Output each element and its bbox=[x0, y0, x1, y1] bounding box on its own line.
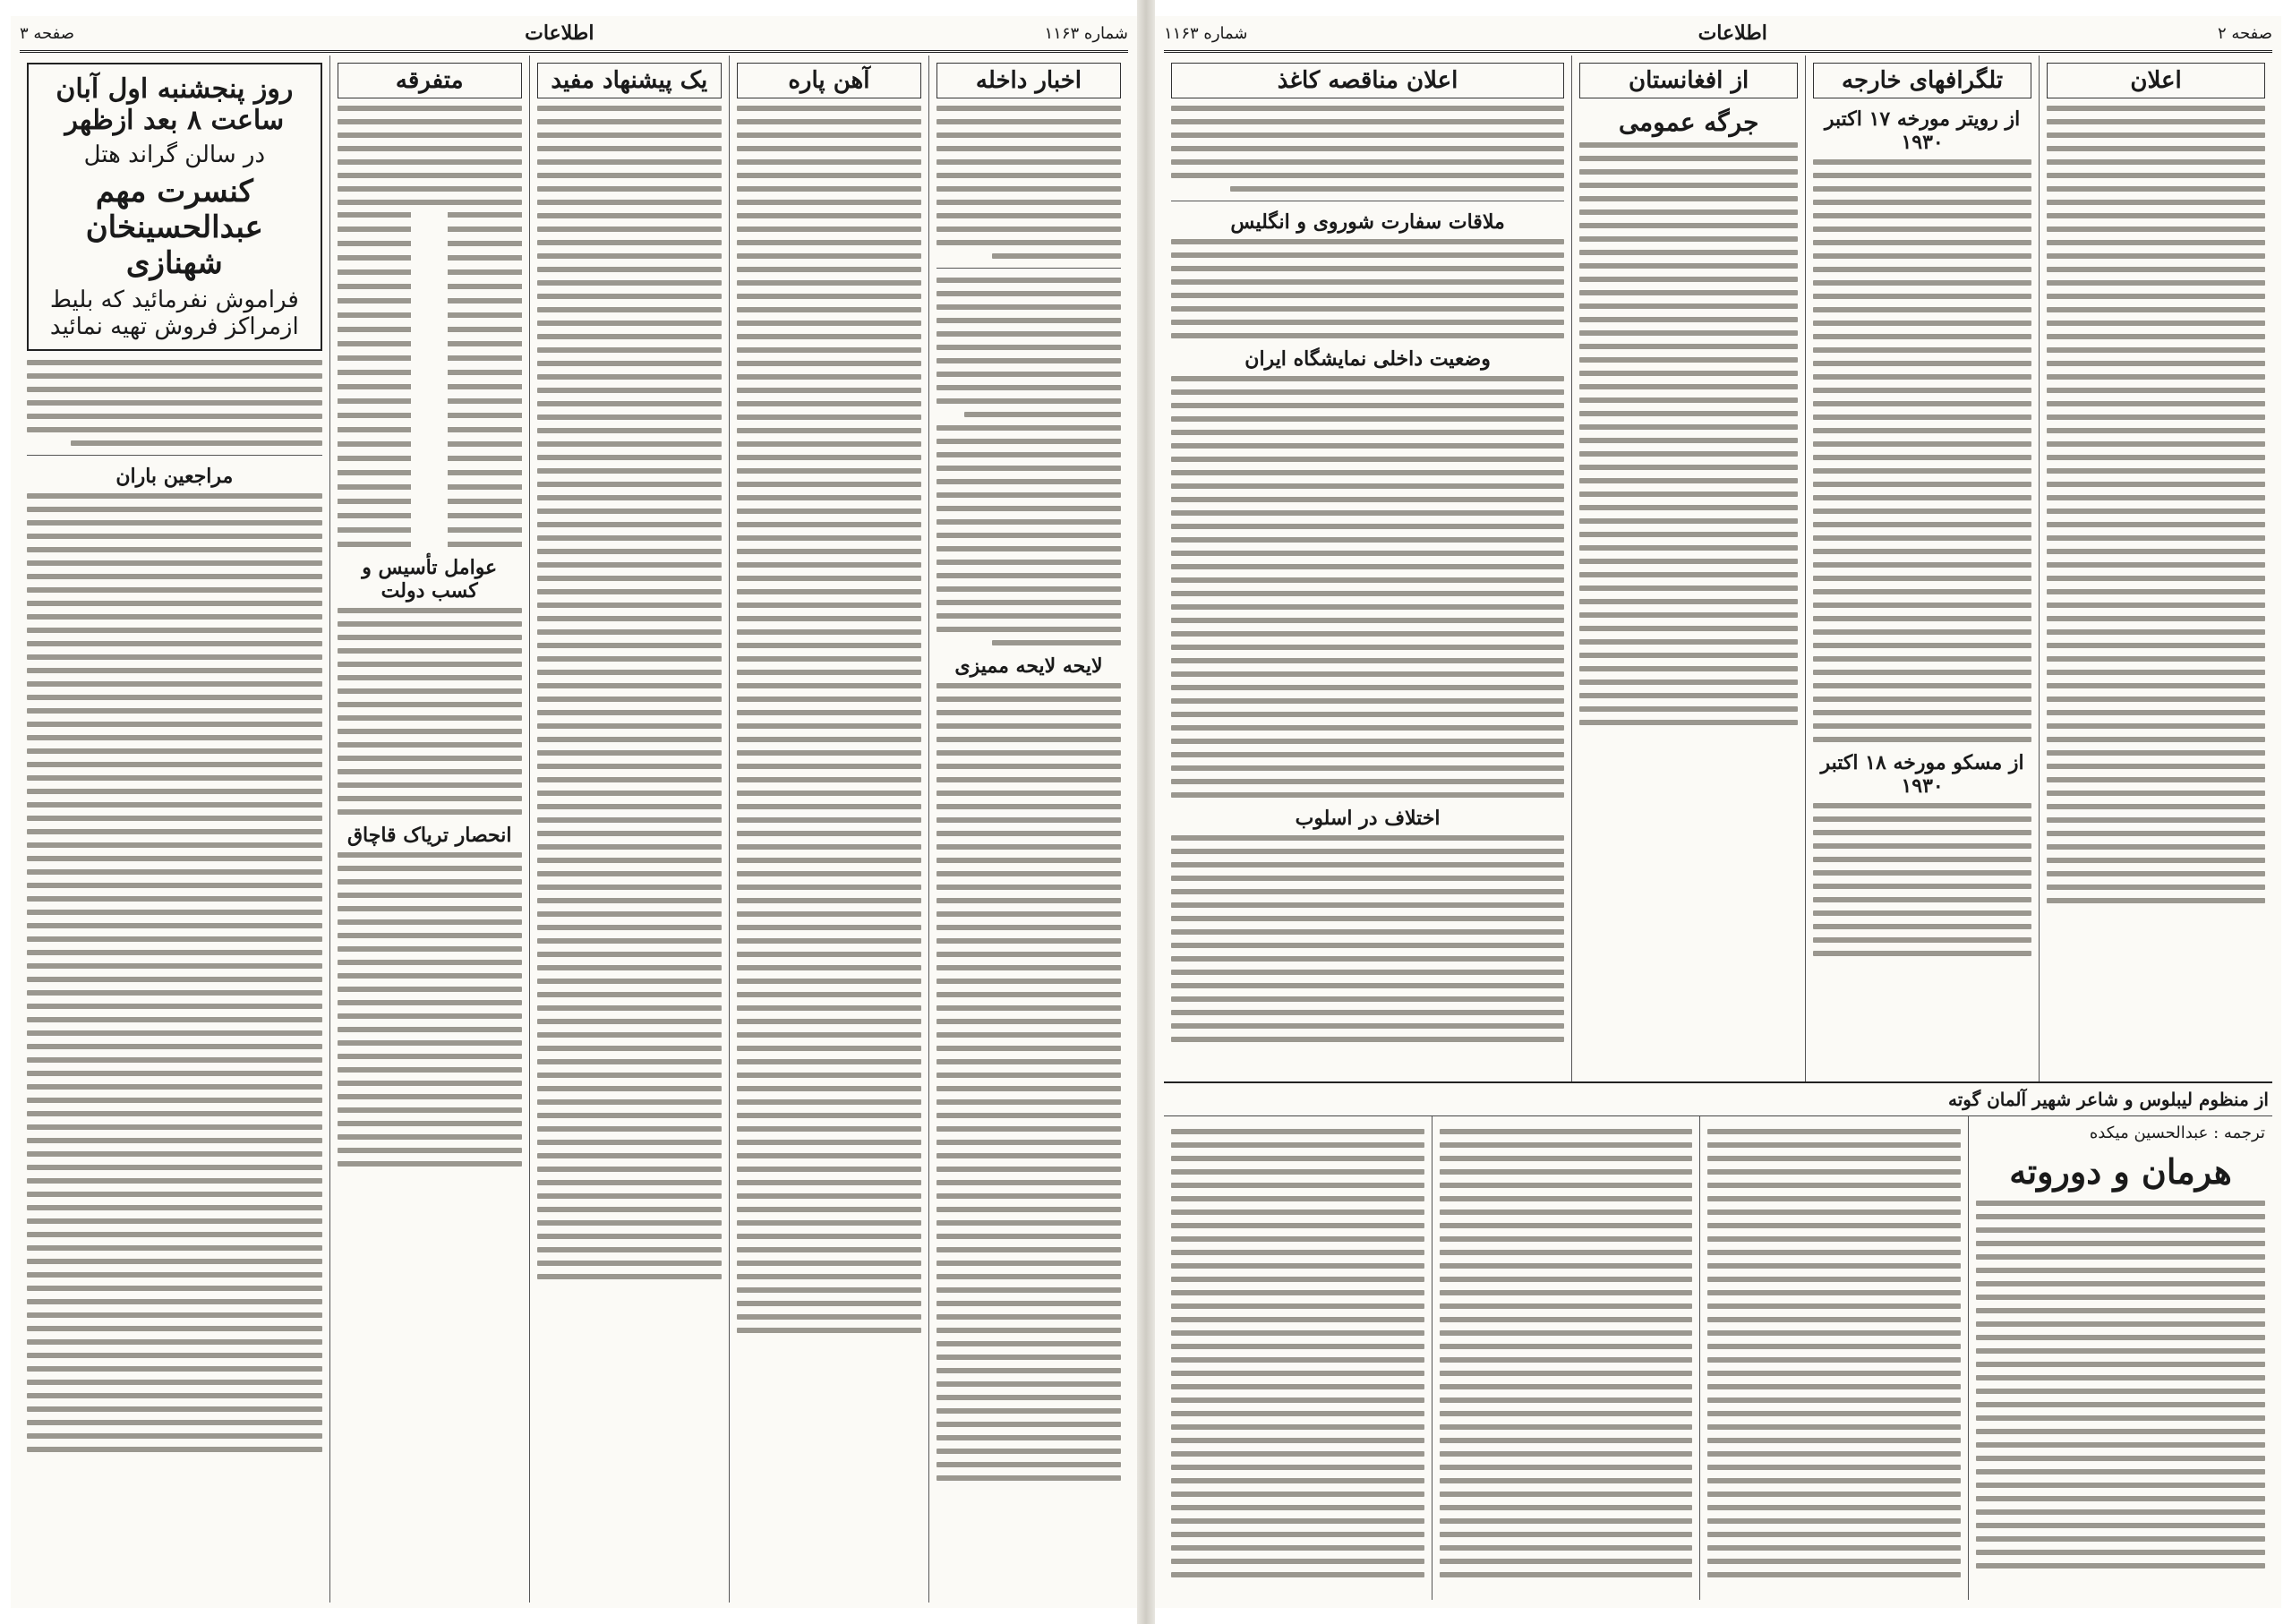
section-title: یک پیشنهاد مفید bbox=[537, 63, 722, 98]
concert-note: فراموش نفرمائید که بلیط ازمراکز فروش تهیه نمائید bbox=[49, 286, 299, 340]
concert-title: کنسرت مهم عبدالحسینخان شهنازی bbox=[85, 174, 263, 281]
newspaper-page-right bbox=[1155, 16, 2281, 1608]
sub-heading: از رویتر مورخه ۱۷ اکتبر ۱۹۳۰ bbox=[1824, 107, 2021, 154]
section-title: اعلان bbox=[2047, 63, 2265, 98]
book-spine bbox=[1137, 0, 1155, 1624]
feuilleton-source: از منظوم لیبلوس و شاعر شهیر آلمان گوته bbox=[1947, 1089, 2269, 1110]
sub-heading: مراجعین باران bbox=[115, 465, 234, 488]
sub-heading: ملاقات سفارت شوروی و انگلیس bbox=[1230, 210, 1505, 234]
column-suggestion bbox=[529, 56, 729, 1603]
feuilleton-translator: ترجمه : عبدالحسین میکده bbox=[2089, 1124, 2265, 1142]
newspaper-name: اطلاعات bbox=[1698, 21, 1767, 45]
section-title: از افغانستان bbox=[1579, 63, 1798, 98]
concert-advertisement bbox=[27, 63, 322, 351]
concert-venue: در سالن گراند هتل bbox=[83, 141, 266, 168]
section-title: تلگرافهای خارجه bbox=[1813, 63, 2031, 98]
text-block bbox=[936, 106, 1121, 259]
feuilleton-title: هرمان و دوروته bbox=[2009, 1151, 2232, 1192]
feuilleton-intro bbox=[1968, 1116, 2272, 1600]
issue-number: شماره ۱۱۶۳ bbox=[1164, 23, 1248, 43]
section-title: آهن پاره bbox=[737, 63, 921, 98]
sub-heading: انحصار تریاک قاچاق bbox=[346, 824, 512, 847]
column-local-news bbox=[928, 56, 1128, 1603]
sub-heading: از مسکو مورخه ۱۸ اکتبر ۱۹۳۰ bbox=[1820, 751, 2024, 798]
newspaper-name: اطلاعات bbox=[525, 21, 594, 45]
newspaper-page-left bbox=[11, 16, 1137, 1608]
feuilleton-text-col-3 bbox=[1164, 1116, 1432, 1600]
sub-heading: اختلاف در اسلوب bbox=[1295, 807, 1441, 830]
page-number: صفحه ۳ bbox=[20, 23, 75, 43]
column-concert bbox=[20, 56, 329, 1603]
column-iron bbox=[729, 56, 928, 1603]
concert-date: روز پنجشنبه اول آبان ساعت ۸ بعد ازظهر bbox=[56, 73, 294, 136]
section-title: اعلان مناقصه کاغذ bbox=[1171, 63, 1564, 98]
sub-heading: وضعیت داخلی نمایشگاه ایران bbox=[1244, 347, 1491, 371]
page-header-right bbox=[1164, 16, 2272, 53]
sub-heading: جرگه عمومی bbox=[1618, 107, 1759, 137]
section-title: متفرقه bbox=[338, 63, 522, 98]
page-number: صفحه ۲ bbox=[2217, 23, 2272, 43]
sub-heading: عوامل تأسیس و کسب دولت bbox=[362, 556, 498, 603]
column-misc bbox=[329, 56, 529, 1603]
section-title: اخبار داخله bbox=[936, 63, 1121, 98]
feuilleton-header bbox=[1164, 1083, 2272, 1116]
feuilleton-text-col-1 bbox=[1699, 1116, 1968, 1600]
sub-heading: لایحه لایحه ممیزی bbox=[954, 654, 1103, 678]
numeric-table bbox=[338, 212, 522, 547]
feuilleton bbox=[1164, 1081, 2272, 1603]
issue-number: شماره ۱۱۶۳ bbox=[1044, 23, 1128, 43]
columns-left bbox=[20, 56, 1128, 1603]
page-header-left bbox=[20, 16, 1128, 53]
feuilleton-text-col-2 bbox=[1432, 1116, 1700, 1600]
